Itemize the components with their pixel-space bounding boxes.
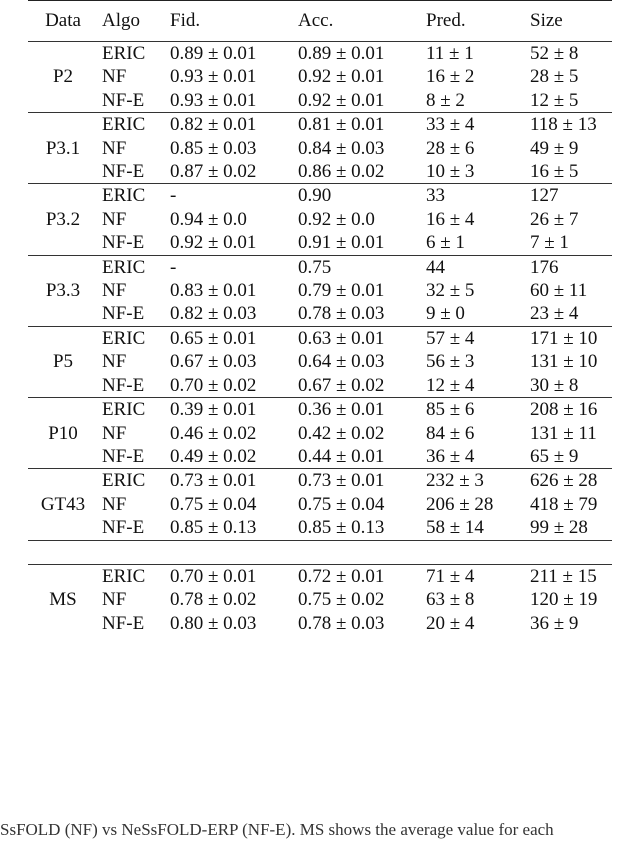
- algo-name: NF: [102, 208, 127, 230]
- fid-cell: 0.39 ± 0.01: [170, 398, 298, 422]
- header-data: Data: [28, 1, 98, 42]
- pred-cell: 33 ± 4: [426, 113, 530, 137]
- acc-cell: 0.75: [298, 255, 426, 279]
- fid-cell: 0.65 ± 0.01: [170, 326, 298, 350]
- size-cell: 211 ± 15: [530, 564, 612, 588]
- size-cell: 60 ± 11: [530, 280, 588, 302]
- pred-cell: 9 ± 0: [426, 303, 465, 325]
- algo-name: ERIC: [98, 564, 170, 588]
- dataset-group: [28, 398, 612, 469]
- fid-cell: 0.89 ± 0.01: [170, 42, 298, 66]
- fid-cell: 0.92 ± 0.01: [170, 232, 257, 254]
- table-row: [28, 422, 612, 445]
- dataset-name: P10: [28, 398, 98, 469]
- size-cell: 26 ± 7: [530, 208, 579, 230]
- table-row: [28, 564, 612, 588]
- table-row: [28, 350, 612, 373]
- pred-cell: 63 ± 8: [426, 589, 475, 611]
- pred-cell: 58 ± 14: [426, 517, 484, 539]
- fid-cell: 0.70 ± 0.01: [170, 564, 298, 588]
- acc-cell: 0.79 ± 0.01: [298, 280, 385, 302]
- pred-cell: 71 ± 4: [426, 564, 530, 588]
- pred-cell: 6 ± 1: [426, 232, 465, 254]
- header-size: Size: [530, 1, 612, 42]
- dataset-name: GT43: [28, 469, 98, 540]
- size-cell: 52 ± 8: [530, 42, 612, 66]
- pred-cell: 84 ± 6: [426, 422, 475, 444]
- dataset-group: [28, 469, 612, 540]
- size-cell: 36 ± 9: [530, 612, 579, 634]
- table-row: [28, 302, 612, 326]
- fid-cell: 0.70 ± 0.02: [170, 374, 257, 396]
- pred-cell: 11 ± 1: [426, 42, 530, 66]
- algo-name: NF-E: [102, 374, 145, 396]
- results-table: [28, 0, 612, 635]
- dataset-name: P3.1: [28, 113, 98, 184]
- pred-cell: 232 ± 3: [426, 469, 530, 493]
- header-fidelity: Fid.: [170, 1, 298, 42]
- pred-cell: 206 ± 28: [426, 493, 494, 515]
- acc-cell: 0.73 ± 0.01: [298, 469, 426, 493]
- size-cell: 7 ± 1: [530, 232, 569, 254]
- algo-name: NF-E: [102, 517, 145, 539]
- spacer-group: [28, 540, 612, 564]
- acc-cell: 0.67 ± 0.02: [298, 374, 385, 396]
- algo-name: ERIC: [98, 255, 170, 279]
- dataset-group: [28, 326, 612, 397]
- size-cell: 127: [530, 184, 612, 208]
- header-accuracy: Acc.: [298, 1, 426, 42]
- fid-cell: 0.93 ± 0.01: [170, 66, 257, 88]
- pred-cell: 28 ± 6: [426, 137, 475, 159]
- acc-cell: 0.44 ± 0.01: [298, 445, 385, 467]
- algo-name: NF-E: [102, 612, 145, 634]
- size-cell: 30 ± 8: [530, 374, 579, 396]
- size-cell: 23 ± 4: [530, 303, 579, 325]
- dataset-group: [28, 113, 612, 184]
- fid-cell: 0.93 ± 0.01: [170, 89, 257, 111]
- table-row: [28, 493, 612, 516]
- table-caption: SsFOLD (NF) vs NeSsFOLD-ERP (NF-E). MS shows the average value for each: [0, 820, 554, 839]
- table-row: [28, 398, 612, 422]
- algo-name: ERIC: [98, 469, 170, 493]
- spacer-cell: [28, 540, 612, 564]
- table-row: [28, 42, 612, 66]
- fid-cell: 0.73 ± 0.01: [170, 469, 298, 493]
- pred-cell: 12 ± 4: [426, 374, 475, 396]
- pred-cell: 8 ± 2: [426, 89, 465, 111]
- dataset-name: P3.2: [28, 184, 98, 255]
- acc-cell: 0.92 ± 0.01: [298, 66, 385, 88]
- fid-cell: 0.82 ± 0.01: [170, 113, 298, 137]
- size-cell: 418 ± 79: [530, 493, 598, 515]
- algo-name: NF-E: [102, 303, 145, 325]
- algo-name: NF-E: [102, 89, 145, 111]
- algo-name: NF-E: [102, 445, 145, 467]
- acc-cell: 0.89 ± 0.01: [298, 42, 426, 66]
- spacer-row: [28, 540, 612, 564]
- algo-name: NF: [102, 422, 127, 444]
- algo-name: NF: [102, 137, 127, 159]
- table-row: [28, 279, 612, 302]
- summary-group: [28, 564, 612, 635]
- fid-cell: -: [170, 255, 298, 279]
- table-row: [28, 445, 612, 469]
- size-cell: 176: [530, 255, 612, 279]
- algo-name: NF: [102, 589, 127, 611]
- header-predicates: Pred.: [426, 1, 530, 42]
- pred-cell: 20 ± 4: [426, 612, 475, 634]
- size-cell: 131 ± 10: [530, 351, 598, 373]
- size-cell: 120 ± 19: [530, 589, 598, 611]
- dataset-group: [28, 255, 612, 326]
- acc-cell: 0.90: [298, 184, 426, 208]
- fid-cell: 0.82 ± 0.03: [170, 303, 257, 325]
- algo-name: ERIC: [98, 326, 170, 350]
- acc-cell: 0.92 ± 0.0: [298, 208, 375, 230]
- fid-cell: 0.83 ± 0.01: [170, 280, 257, 302]
- fid-cell: 0.75 ± 0.04: [170, 493, 257, 515]
- acc-cell: 0.81 ± 0.01: [298, 113, 426, 137]
- acc-cell: 0.84 ± 0.03: [298, 137, 385, 159]
- fid-cell: 0.49 ± 0.02: [170, 445, 257, 467]
- table-row: [28, 113, 612, 137]
- acc-cell: 0.72 ± 0.01: [298, 564, 426, 588]
- acc-cell: 0.42 ± 0.02: [298, 422, 385, 444]
- table-row: [28, 326, 612, 350]
- fid-cell: -: [170, 184, 298, 208]
- table-row: [28, 231, 612, 255]
- pred-cell: 36 ± 4: [426, 445, 475, 467]
- table-row: [28, 612, 612, 635]
- table-row: [28, 160, 612, 184]
- size-cell: 171 ± 10: [530, 326, 612, 350]
- size-cell: 626 ± 28: [530, 469, 612, 493]
- dataset-name: P5: [28, 326, 98, 397]
- pred-cell: 44: [426, 255, 530, 279]
- acc-cell: 0.78 ± 0.03: [298, 612, 385, 634]
- dataset-name: P3.3: [28, 255, 98, 326]
- acc-cell: 0.86 ± 0.02: [298, 161, 385, 183]
- fid-cell: 0.46 ± 0.02: [170, 422, 257, 444]
- algo-name: NF-E: [102, 161, 145, 183]
- table-row: [28, 65, 612, 88]
- dataset-name: MS: [28, 564, 98, 635]
- size-cell: 49 ± 9: [530, 137, 579, 159]
- fid-cell: 0.67 ± 0.03: [170, 351, 257, 373]
- pred-cell: 10 ± 3: [426, 161, 475, 183]
- pred-cell: 16 ± 4: [426, 208, 475, 230]
- size-cell: 12 ± 5: [530, 89, 579, 111]
- pred-cell: 33: [426, 184, 530, 208]
- table-row: [28, 469, 612, 493]
- algo-name: NF: [102, 351, 127, 373]
- acc-cell: 0.75 ± 0.02: [298, 589, 385, 611]
- fid-cell: 0.78 ± 0.02: [170, 589, 257, 611]
- size-cell: 118 ± 13: [530, 113, 612, 137]
- acc-cell: 0.85 ± 0.13: [298, 517, 385, 539]
- algo-name: ERIC: [98, 184, 170, 208]
- table-row: [28, 374, 612, 398]
- fid-cell: 0.94 ± 0.0: [170, 208, 247, 230]
- algo-name: ERIC: [98, 398, 170, 422]
- pred-cell: 32 ± 5: [426, 280, 475, 302]
- algo-name: NF: [102, 66, 127, 88]
- table-row: [28, 89, 612, 113]
- table-row: [28, 184, 612, 208]
- pred-cell: 16 ± 2: [426, 66, 475, 88]
- pred-cell: 57 ± 4: [426, 326, 530, 350]
- size-cell: 208 ± 16: [530, 398, 612, 422]
- fid-cell: 0.80 ± 0.03: [170, 612, 257, 634]
- table-row: [28, 516, 612, 540]
- dataset-group: [28, 184, 612, 255]
- dataset-name: P2: [28, 42, 98, 113]
- algo-name: ERIC: [98, 113, 170, 137]
- acc-cell: 0.75 ± 0.04: [298, 493, 385, 515]
- acc-cell: 0.91 ± 0.01: [298, 232, 385, 254]
- algo-name: NF: [102, 280, 127, 302]
- algo-name: ERIC: [98, 42, 170, 66]
- fid-cell: 0.85 ± 0.03: [170, 137, 257, 159]
- size-cell: 28 ± 5: [530, 66, 579, 88]
- table-header-row: [28, 1, 612, 42]
- pred-cell: 56 ± 3: [426, 351, 475, 373]
- size-cell: 99 ± 28: [530, 517, 588, 539]
- acc-cell: 0.78 ± 0.03: [298, 303, 385, 325]
- table-row: [28, 588, 612, 611]
- acc-cell: 0.92 ± 0.01: [298, 89, 385, 111]
- table-row: [28, 137, 612, 160]
- table-row: [28, 208, 612, 231]
- dataset-group: [28, 42, 612, 113]
- table-row: [28, 255, 612, 279]
- acc-cell: 0.64 ± 0.03: [298, 351, 385, 373]
- acc-cell: 0.63 ± 0.01: [298, 326, 426, 350]
- size-cell: 131 ± 11: [530, 422, 597, 444]
- header-algo: Algo: [98, 1, 170, 42]
- algo-name: NF-E: [102, 232, 145, 254]
- acc-cell: 0.36 ± 0.01: [298, 398, 426, 422]
- pred-cell: 85 ± 6: [426, 398, 530, 422]
- algo-name: NF: [102, 493, 127, 515]
- fid-cell: 0.85 ± 0.13: [170, 517, 257, 539]
- fid-cell: 0.87 ± 0.02: [170, 161, 257, 183]
- size-cell: 65 ± 9: [530, 445, 579, 467]
- size-cell: 16 ± 5: [530, 161, 579, 183]
